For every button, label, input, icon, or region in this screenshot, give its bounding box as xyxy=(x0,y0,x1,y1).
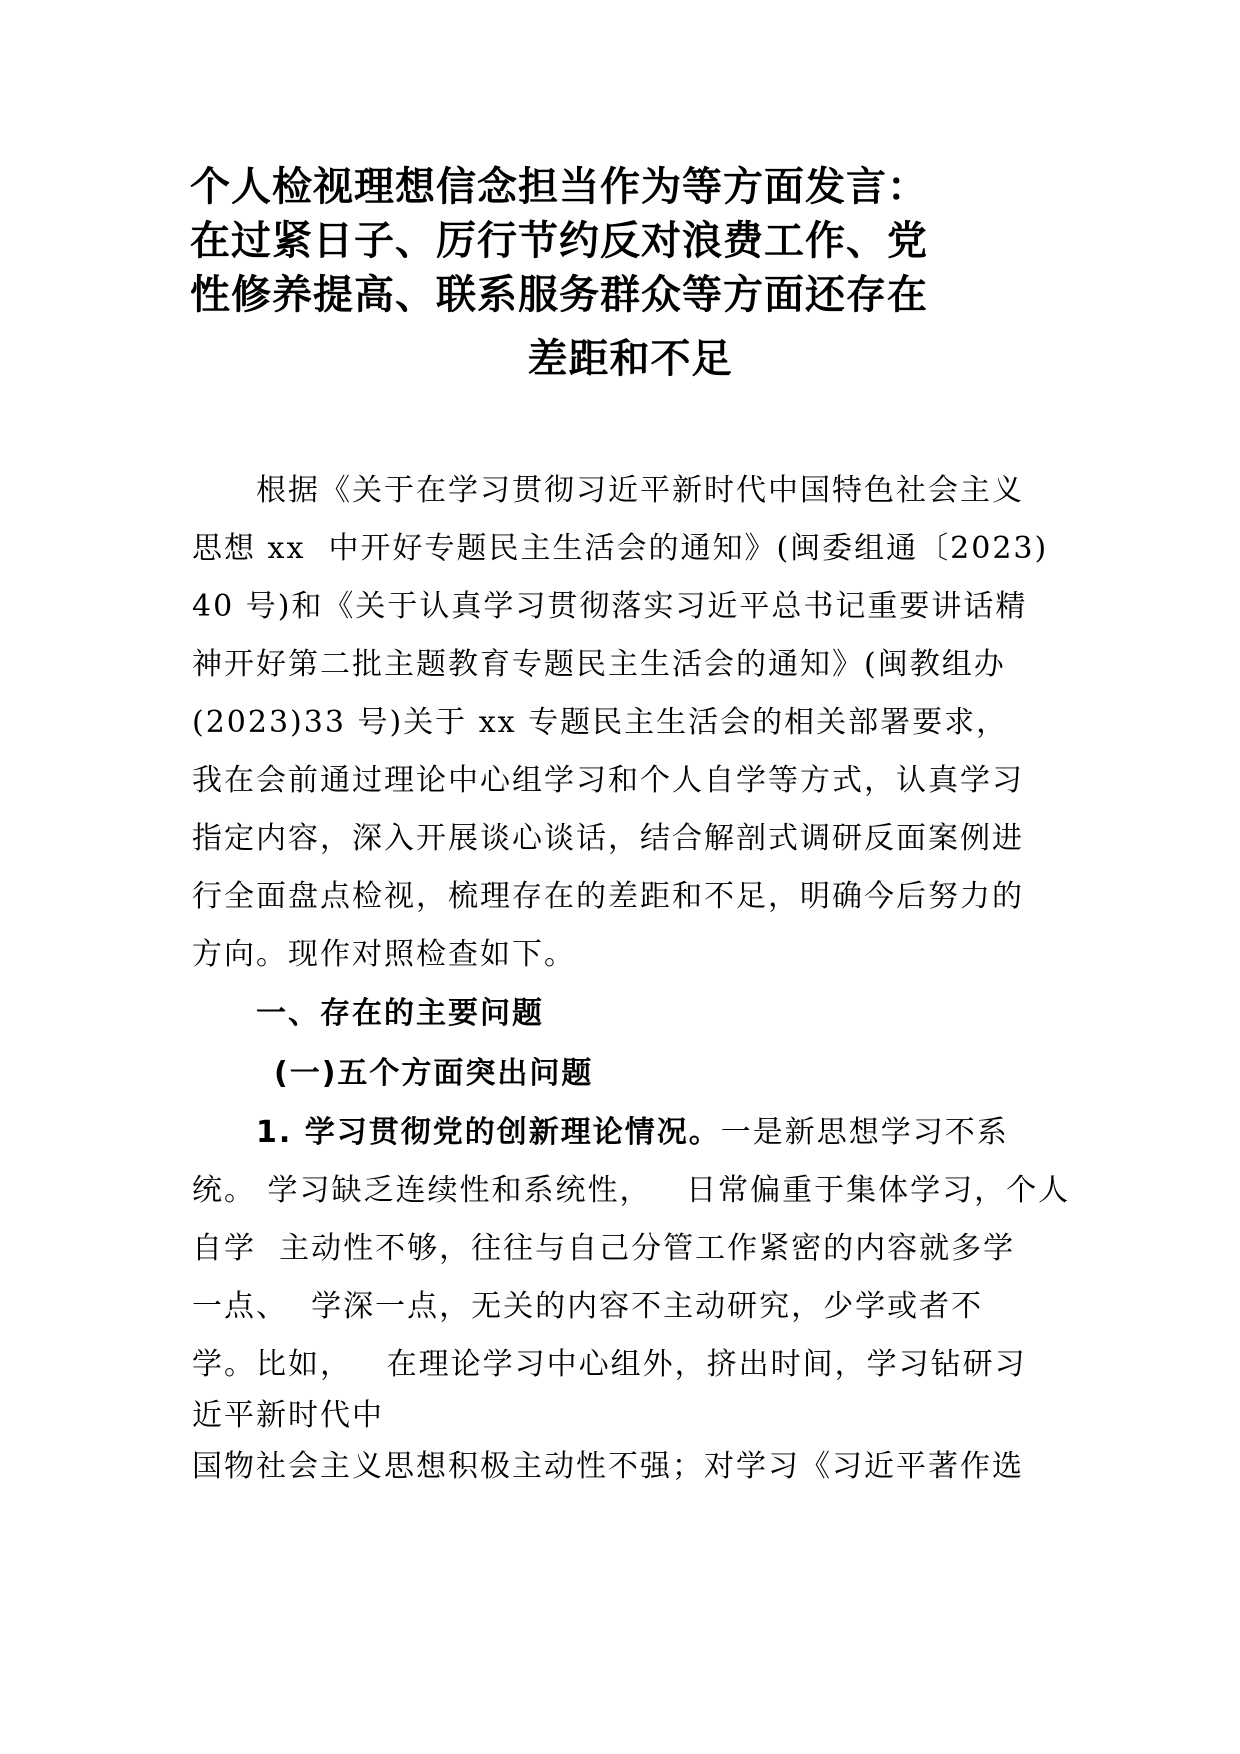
item1-lead-line xyxy=(192,1104,1072,1162)
intro-line-3: 40 号)和《关于认真学习贯彻落实习近平总书记重要讲话精 xyxy=(192,589,1028,624)
title-line-3: 性修养提高、联系服务群众等方面还存在 xyxy=(190,272,928,318)
intro-line-1: 根据《关于在学习贯彻习近平新时代中国特色社会主义 xyxy=(256,473,1024,508)
item1-line-2: 自学 主动性不够，往往与自己分管工作紧密的内容就多学 xyxy=(192,1231,1016,1266)
item1-line-5: 近平新时代中 xyxy=(192,1398,384,1433)
intro-line-9: 方向。现作对照检查如下。 xyxy=(192,937,576,972)
item1-line-1: 统。 学习缺乏连续性和系统性， 日常偏重于集体学习，个人 xyxy=(192,1173,1071,1208)
intro-line-6: 我在会前通过理论中心组学习和个人自学等方式，认真学习 xyxy=(192,763,1024,798)
intro-line-2: 思想 xx 中开好专题民主生活会的通知》(闽委组通〔2023) xyxy=(192,531,1049,566)
intro-line-5: (2023)33 号)关于 xx 专题民主生活会的相关部署要求， xyxy=(192,705,1009,740)
intro-line-4: 神开好第二批主题教育专题民主生活会的通知》(闽教组办 xyxy=(192,647,1006,682)
item1-lead-rest: 一是新思想学习不系 xyxy=(720,1115,1009,1150)
title-line-4: 差距和不足 xyxy=(527,336,733,382)
document-body xyxy=(192,462,1072,1496)
intro-line-7: 指定内容，深入开展谈心谈话，结合解剖式调研反面案例进 xyxy=(192,821,1024,856)
title-line-2: 在过紧日子、厉行节约反对浪费工作、党 xyxy=(190,218,928,264)
subsection-heading: (一)五个方面突出问题 xyxy=(274,1056,594,1091)
title-line-1: 个人检视理想信念担当作为等方面发言： xyxy=(190,164,928,210)
item1-line-6: 国物社会主义思想积极主动性不强；对学习《习近平著作选 xyxy=(192,1449,1024,1484)
item1-line-3: 一点、 学深一点，无关的内容不主动研究，少学或者不 xyxy=(192,1289,984,1324)
section-heading: 一、存在的主要问题 xyxy=(256,996,544,1031)
item1-lead-bold: 1. 学习贯彻党的创新理论情况。 xyxy=(256,1115,721,1150)
document-title xyxy=(190,160,1050,386)
item1-line-4: 学。比如， 在理论学习中心组外，挤出时间，学习钻研习 xyxy=(192,1347,1027,1382)
intro-line-8: 行全面盘点检视，梳理存在的差距和不足，明确今后努力的 xyxy=(192,879,1024,914)
